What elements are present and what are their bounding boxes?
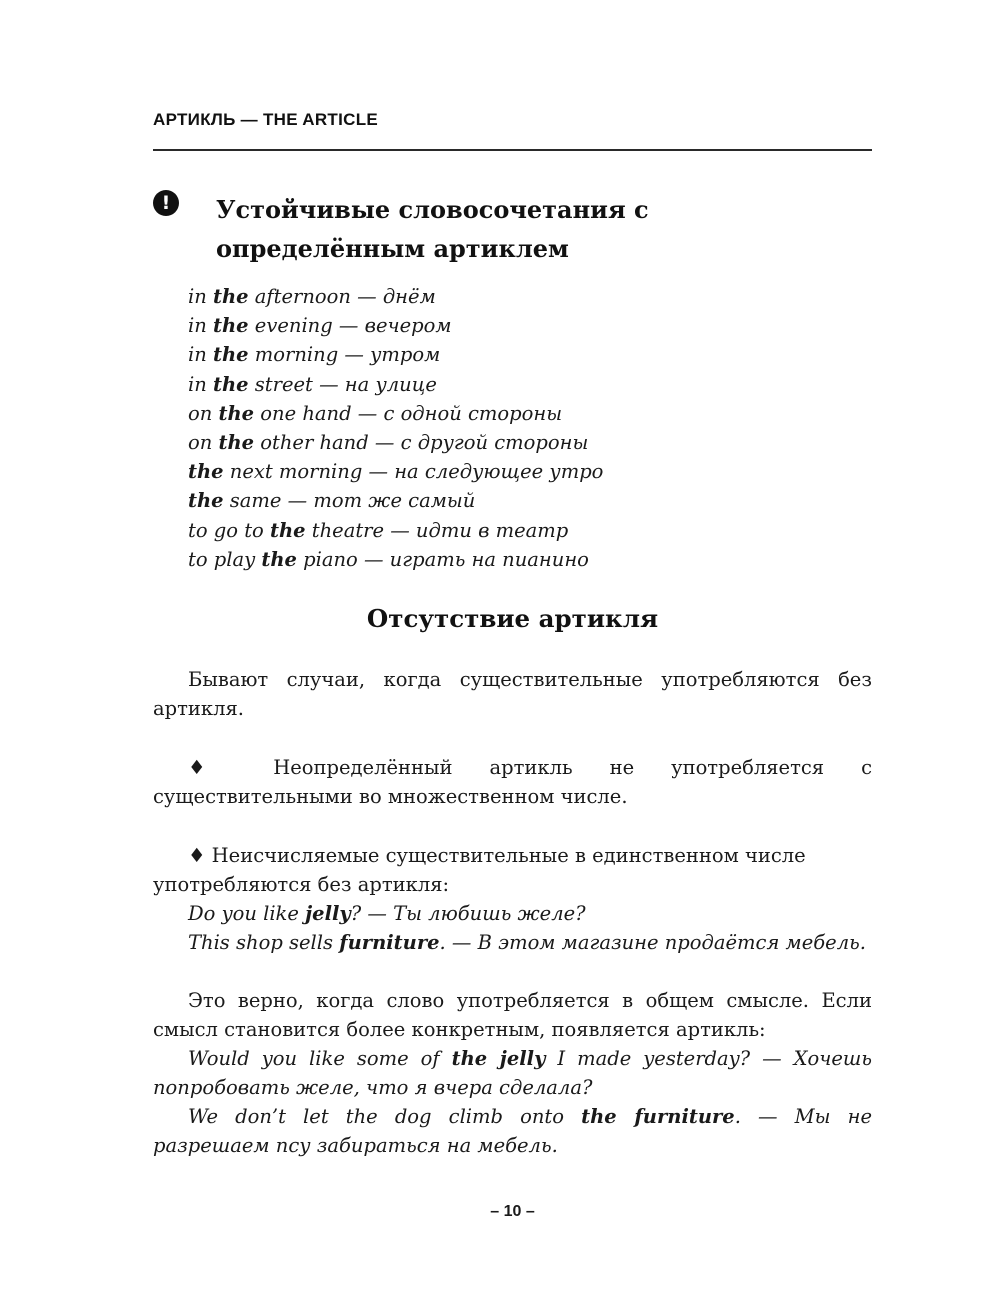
bold-term: the furniture <box>581 1105 735 1128</box>
bold-term: the <box>218 431 255 455</box>
bold-term: the <box>213 285 249 308</box>
bold-term: the <box>213 314 249 338</box>
text-run: ? — Ты любишь желе? <box>350 902 586 925</box>
text-run: other hand — с другой стороны <box>254 431 589 455</box>
phrase-item <box>188 311 603 340</box>
running-head: АРТИКЛЬ — THE ARTICLE <box>153 110 379 129</box>
text-run: to play <box>188 547 262 571</box>
bold-term: the <box>213 343 249 367</box>
intro-paragraph: Бывают случаи, когда существительные употребляются без артикля. <box>153 668 872 721</box>
example-the-jelly <box>153 1044 872 1102</box>
text-run: We don’t let the dog climb onto <box>188 1105 582 1128</box>
text-run: one hand — с одной стороны <box>254 401 563 425</box>
text-run: same — тот же самый <box>223 489 476 513</box>
phrase-item <box>188 545 603 574</box>
general-sense-paragraph: Это верно, когда слово употребляется в общем смысле. Если смысл становится более конкретным, появляется артикль: <box>153 989 872 1042</box>
text-run: on <box>188 431 219 455</box>
bold-term: furniture <box>339 931 440 954</box>
text-run: to go to <box>188 518 270 542</box>
phrase-item <box>188 340 603 369</box>
text-run: . — В этом магазине продаётся мебель. <box>439 931 866 954</box>
bold-term: the <box>213 372 249 396</box>
page-number: – 10 – <box>490 1203 535 1220</box>
phrase-list <box>188 282 603 574</box>
text-run: I made yesterday? — Хочешь попробовать желе, что я вчера сделала? <box>153 1047 872 1100</box>
bold-term: the <box>269 518 306 542</box>
phrase-item <box>188 399 603 428</box>
text-run: in <box>188 314 213 338</box>
text-run: Do you like <box>188 902 306 925</box>
section-title: Отсутствие артикля <box>366 604 659 633</box>
text-run: afternoon — днём <box>248 285 436 308</box>
phrase-item <box>188 486 603 515</box>
bold-term: the jelly <box>451 1047 546 1070</box>
text-run: Would you like some of <box>188 1047 452 1070</box>
text-run: piano — играть на пианино <box>296 547 589 571</box>
header-divider <box>153 149 872 151</box>
text-run: next morning — на следующее утро <box>223 460 604 484</box>
example-the-furniture <box>153 1102 872 1160</box>
bold-term: the <box>188 460 224 484</box>
exclamation-icon: ! <box>153 190 179 216</box>
rule-plural-paragraph: ♦ Неопределённый артикль не употребляется с существительными во множественном числе. <box>153 756 872 809</box>
text-run: evening — вечером <box>248 314 452 338</box>
text-run: in <box>188 372 213 396</box>
text-run: in <box>188 285 213 308</box>
text-run: in <box>188 343 213 367</box>
text-run: . — Мы не разрешаем псу забираться на мебель. <box>153 1105 872 1158</box>
text-run: This shop sells <box>188 931 340 954</box>
bold-term: jelly <box>305 902 351 925</box>
example-furniture <box>153 928 872 957</box>
bold-term: the <box>188 489 224 513</box>
text-run: theatre — идти в театр <box>305 518 569 542</box>
note-title: Устойчивые словосочетания с определённым артиклем <box>216 195 649 263</box>
phrase-item <box>188 428 603 457</box>
text-run: on <box>188 401 219 425</box>
bold-term: the <box>261 547 297 571</box>
rule-uncountable-paragraph: ♦ Неисчисляемые существительные в единственном числе употребляются без артикля: <box>153 844 806 897</box>
bold-term: the <box>218 401 255 425</box>
text-run: street — на улице <box>248 372 437 396</box>
phrase-item <box>188 457 603 486</box>
phrase-item <box>188 516 603 545</box>
phrase-item <box>188 370 603 399</box>
example-jelly <box>153 899 872 928</box>
text-run: morning — утром <box>248 343 441 367</box>
phrase-item <box>188 282 603 311</box>
